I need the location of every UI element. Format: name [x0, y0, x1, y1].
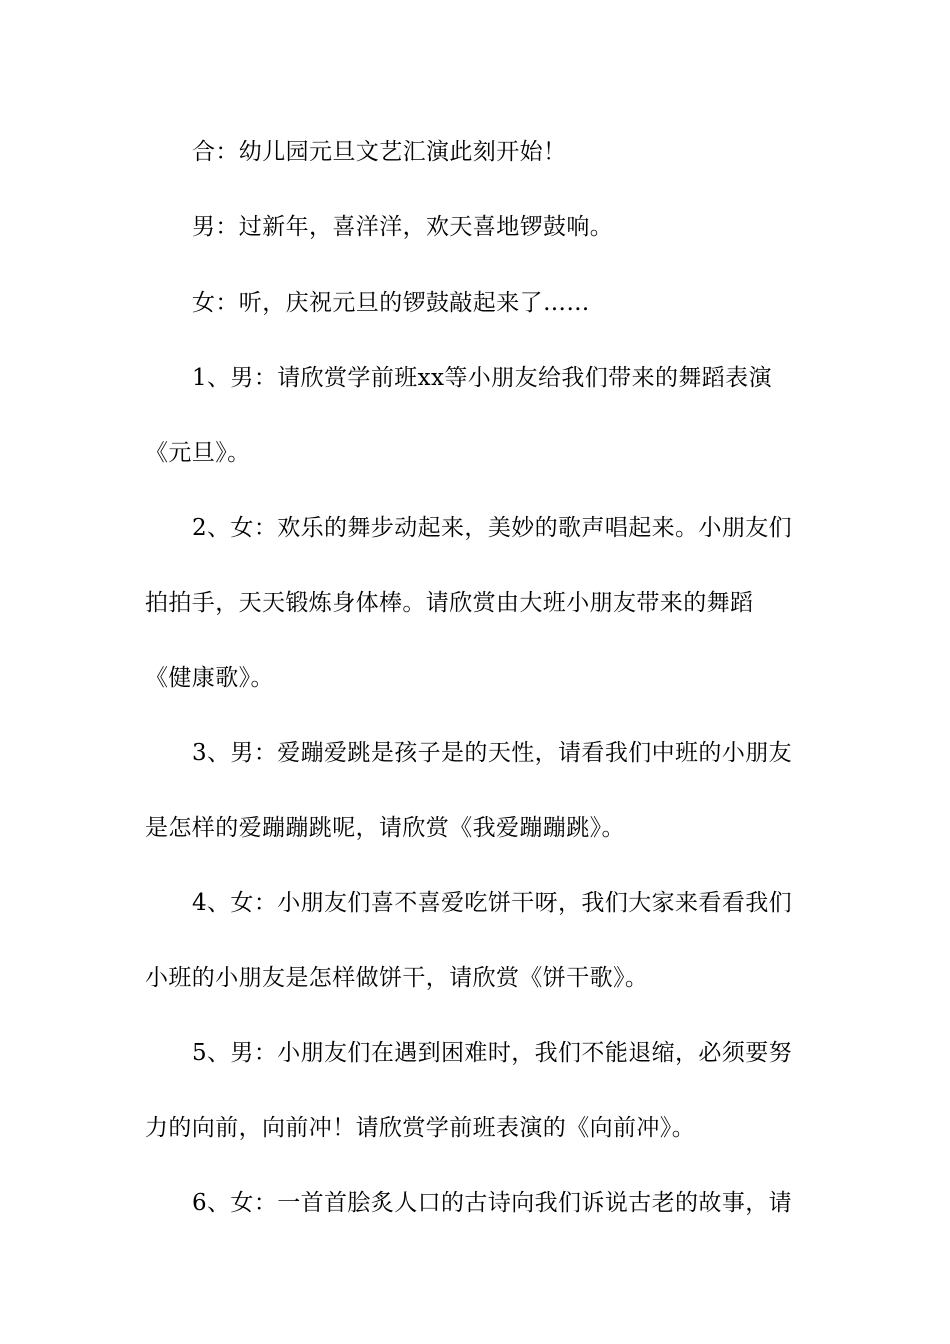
paragraph-item-4-line-1: 4、女：小朋友们喜不喜爱吃饼干呀，我们大家来看看我们 — [192, 890, 793, 916]
paragraph-item-2-line-2: 拍拍手，天天锻炼身体棒。请欣赏由大班小朋友带来的舞蹈 — [145, 590, 754, 616]
paragraph-item-2-line-1: 2、女：欢乐的舞步动起来，美妙的歌声唱起来。小朋友们 — [192, 515, 793, 541]
paragraph-female-drums: 女：听，庆祝元旦的锣鼓敲起来了…… — [192, 290, 590, 316]
paragraph-opening-together: 合：幼儿园元旦文艺汇演此刻开始！ — [192, 139, 567, 165]
paragraph-item-4-line-2: 小班的小朋友是怎样做饼干，请欣赏《饼干歌》。 — [145, 965, 649, 991]
paragraph-item-5-line-2: 力的向前，向前冲！请欣赏学前班表演的《向前冲》。 — [145, 1115, 696, 1141]
paragraph-item-1-line-1: 1、男：请欣赏学前班xx等小朋友给我们带来的舞蹈表演 — [192, 365, 772, 391]
paragraph-item-2-line-3: 《健康歌》。 — [145, 665, 274, 691]
paragraph-item-1-line-2: 《元旦》。 — [145, 440, 251, 466]
paragraph-item-3-line-1: 3、男：爱蹦爱跳是孩子是的天性，请看我们中班的小朋友 — [192, 740, 793, 766]
paragraph-item-3-line-2: 是怎样的爱蹦蹦跳呢，请欣赏《我爱蹦蹦跳》。 — [145, 815, 625, 841]
paragraph-item-5-line-1: 5、男：小朋友们在遇到困难时，我们不能退缩，必须要努 — [192, 1040, 793, 1066]
paragraph-male-new-year: 男：过新年，喜洋洋，欢天喜地锣鼓响。 — [192, 214, 614, 240]
paragraph-item-6-line-1: 6、女：一首首脍炙人口的古诗向我们诉说古老的故事，请 — [192, 1190, 793, 1216]
